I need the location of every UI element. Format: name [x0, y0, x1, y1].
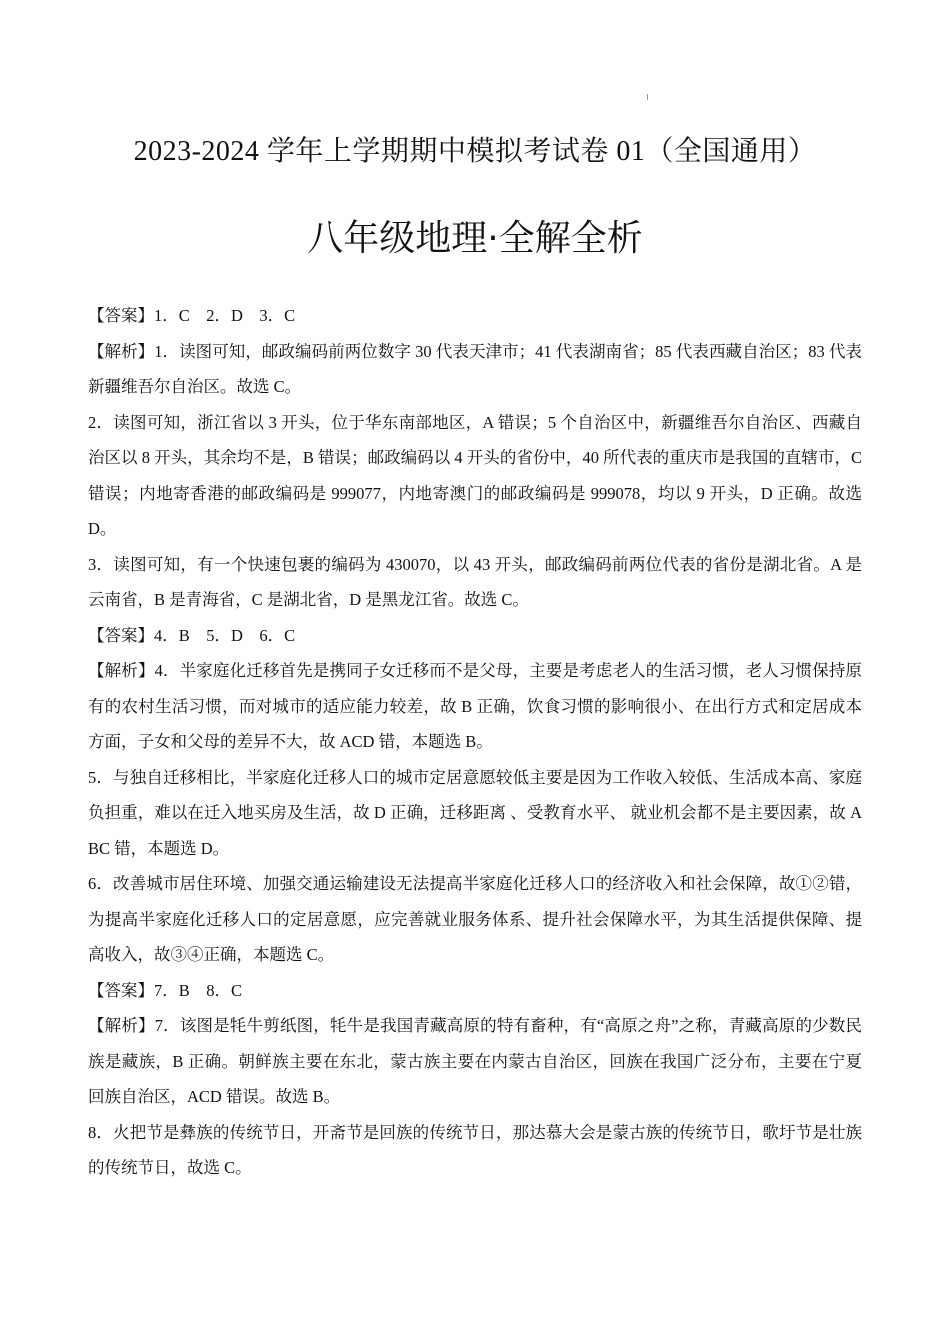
exam-subtitle: 八年级地理·全解全析	[307, 218, 643, 259]
answer-line-4-6: 【答案】4．B 5．D 6．C	[88, 625, 296, 645]
explanation-q5: 5．与独自迁移相比，半家庭化迁移人口的城市定居意愿较低主要是因为工作收入较低、生活成本高、家庭负担重，难以在迁入地买房及生活，故 D 正确，迁移距离 、受教育水平、 就业机会都不是主要因素，故 ABC 错，本题选 D。	[88, 767, 862, 858]
answer-body	[88, 298, 862, 1186]
answer-line-1-3: 【答案】1．C 2．D 3．C	[88, 306, 296, 325]
explanation-q1: 【解析】1．读图可知，邮政编码前两位数字 30 代表天津市；41 代表湖南省；85 代表西藏自治区；83 代表新疆维吾尔自治区。故选 C。	[88, 341, 862, 396]
corner-mark	[647, 94, 648, 100]
answer-line-7-8: 【答案】7．B 8．C	[88, 980, 243, 1000]
explanation-q6: 6．改善城市居住环境、加强交通运输建设无法提高半家庭化迁移人口的经济收入和社会保障，故①②错，为提高半家庭化迁移人口的定居意愿，应完善就业服务体系、提升社会保障水平，为其生活提供保障、提高收入，故③④正确，本题选 C。	[88, 874, 862, 964]
explanation-q7: 【解析】7．该图是牦牛剪纸图，牦牛是我国青藏高原的特有畜种，有“高原之舟”之称，青藏高原的少数民族是藏族，B 正确。朝鲜族主要在东北，蒙古族主要在内蒙古自治区，回族在我国广泛分布，主要在宁夏回族自治区，ACD 错误。故选 B。	[88, 1016, 862, 1106]
explanation-q4: 【解析】4．半家庭化迁移首先是携同子女迁移而不是父母，主要是考虑老人的生活习惯，老人习惯保持原有的农村生活习惯，而对城市的适应能力较差，故 B 正确，饮食习惯的影响很小、在出行方式和定居成本方面，子女和父母的差异不大，故 ACD 错，本题选 B。	[88, 661, 862, 751]
explanation-q3: 3．读图可知，有一个快速包裹的编码为 430070，以 43 开头，邮政编码前两位代表的省份是湖北省。A 是云南省，B 是青海省，C 是湖北省，D 是黑龙江省。故选 C。	[88, 554, 862, 609]
exam-title: 2023-2024 学年上学期期中模拟考试卷 01（全国通用）	[133, 136, 817, 167]
explanation-q2: 2．读图可知，浙江省以 3 开头，位于华东南部地区，A 错误；5 个自治区中，新疆维吾尔自治区、西藏自治区以 8 开头，其余均不是，B 错误；邮政编码以 4 开头的省份中，40 所代表的重庆市是我国的直辖市，C 错误；内地寄香港的邮政编码是 999077，内地寄澳门的邮政编码是 999078，均以 9 开头，D 正确。故选 D。	[88, 412, 862, 538]
explanation-q8: 8．火把节是彝族的传统节日，开斋节是回族的传统节日，那达慕大会是蒙古族的传统节日，歌圩节是壮族的传统节日，故选 C。	[88, 1122, 862, 1177]
